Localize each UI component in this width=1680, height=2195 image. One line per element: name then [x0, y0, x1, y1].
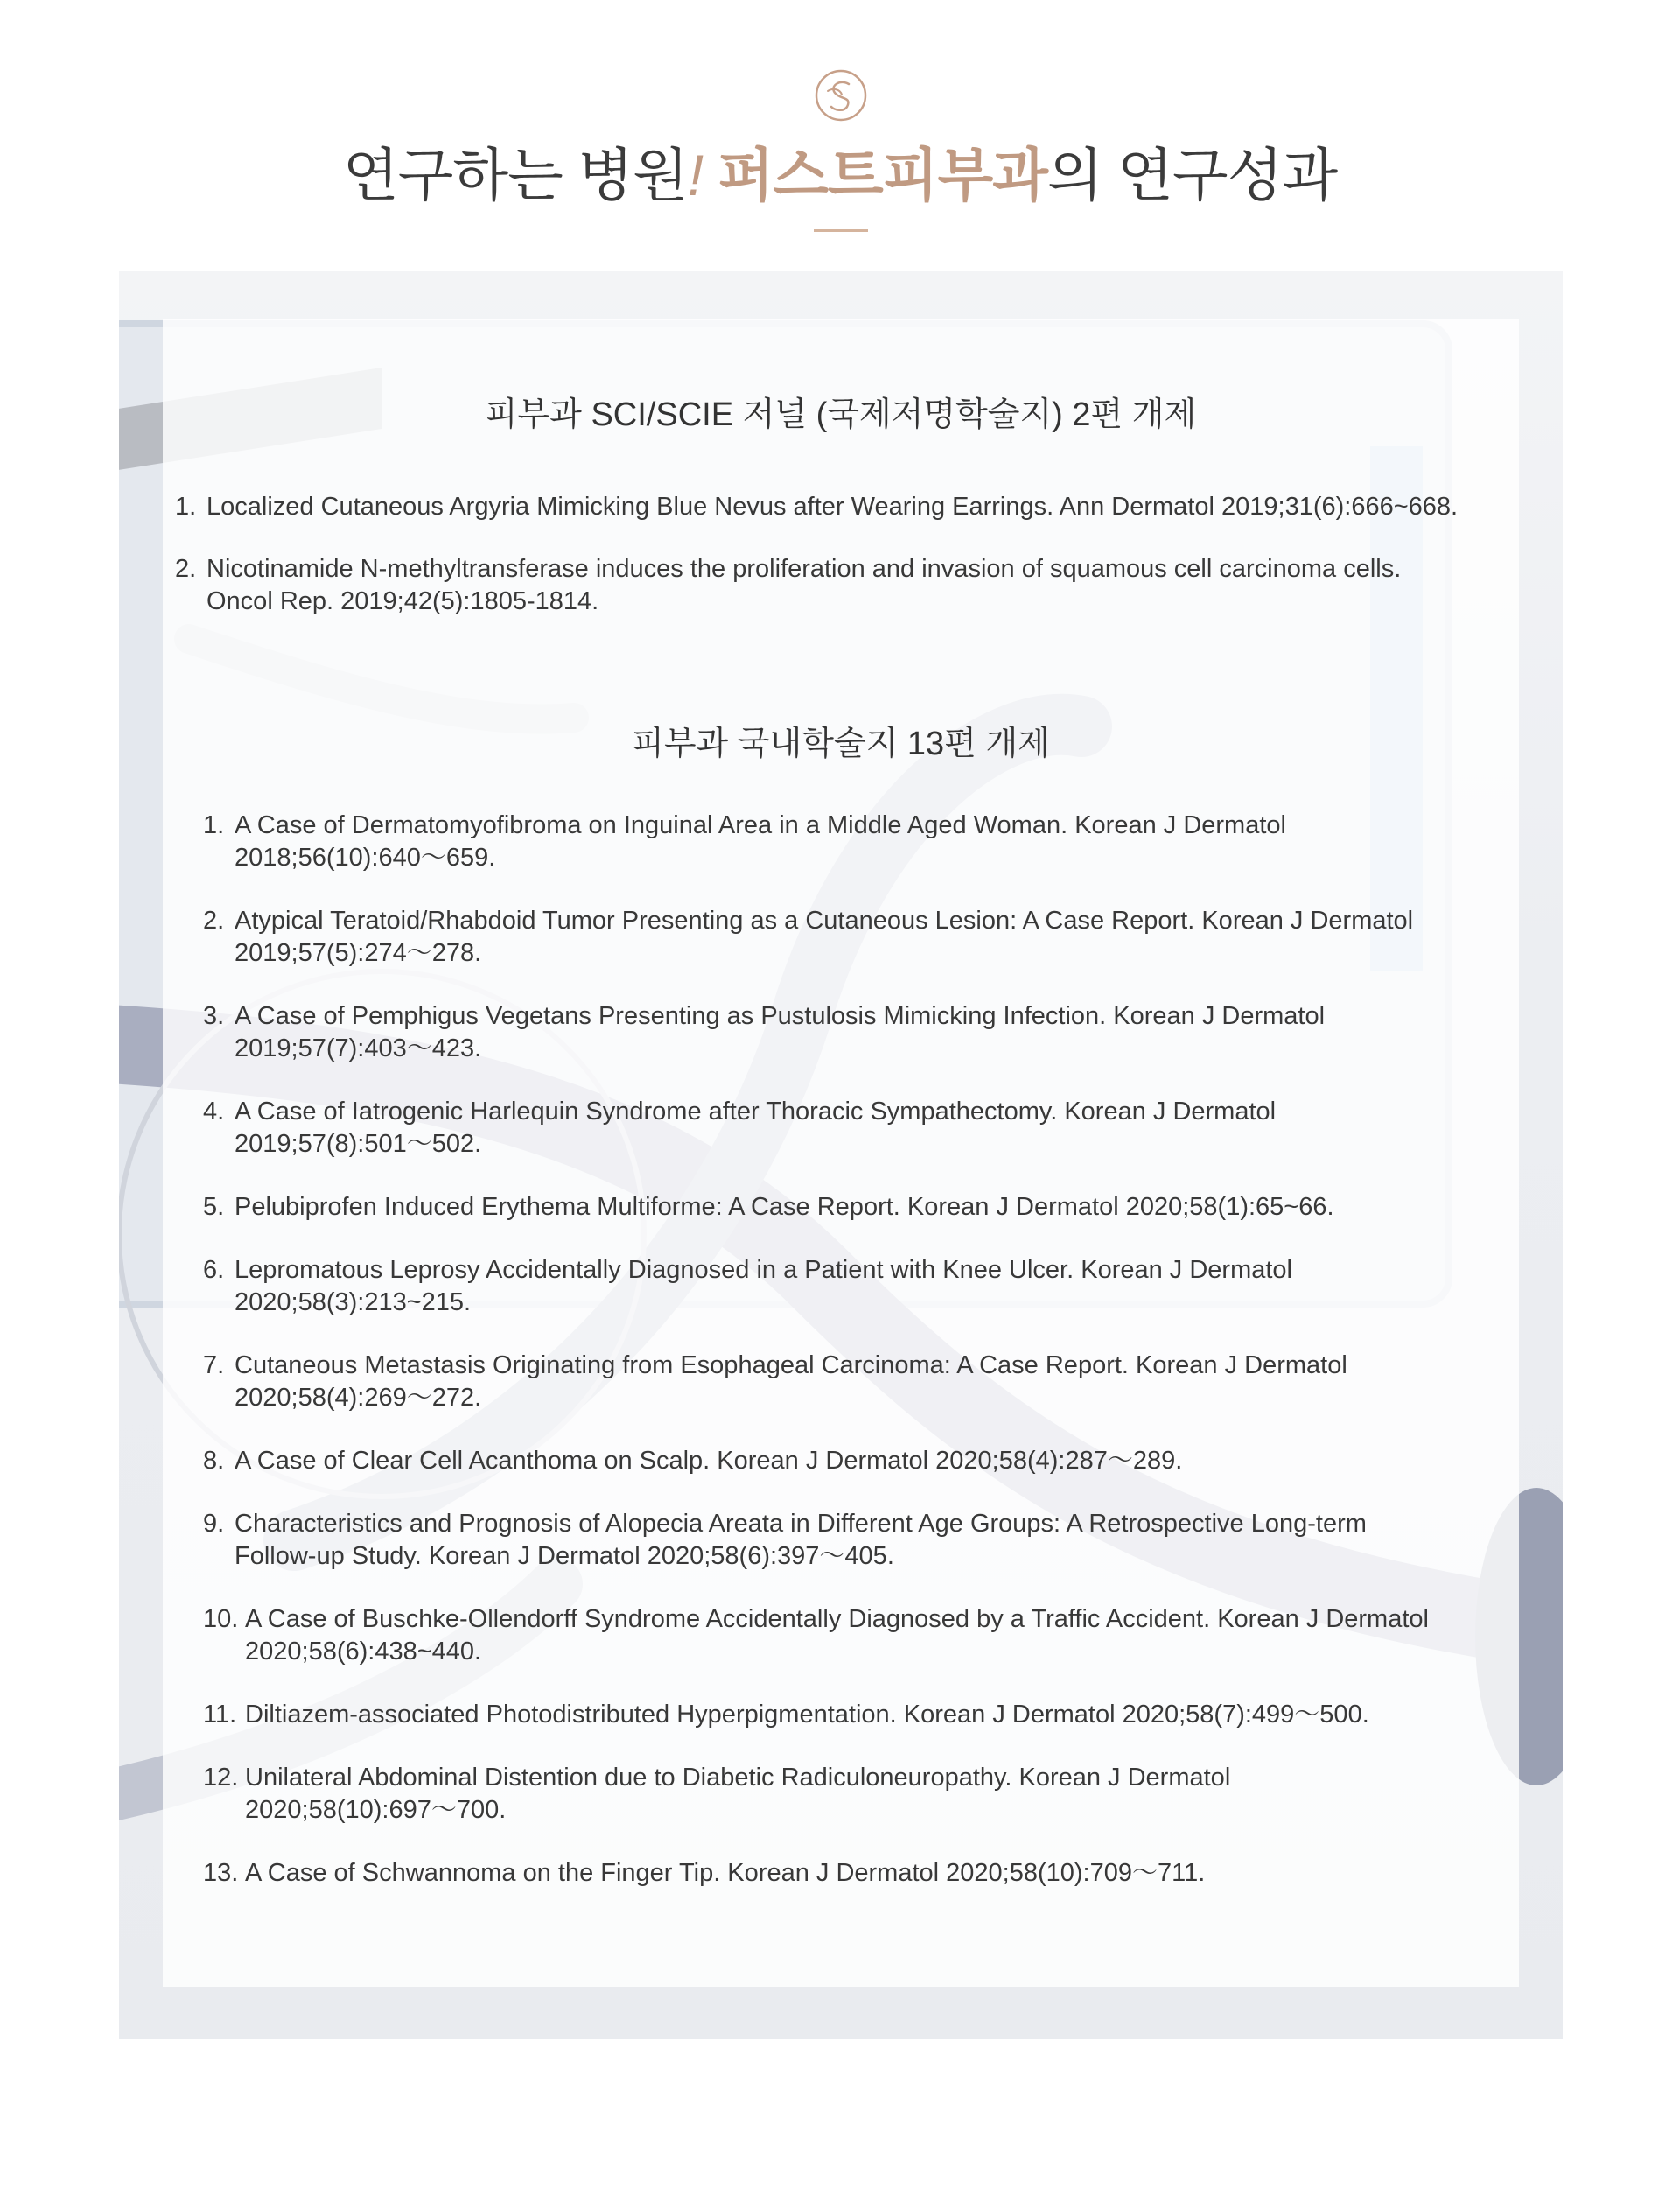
- reference-item: [203, 905, 1507, 970]
- reference-text: Atypical Teratoid/Rhabdoid Tumor Presenting as a Cutaneous Lesion: A Case Report. Korean J Dermatol: [234, 907, 1414, 935]
- reference-number: 13.: [203, 1859, 239, 1887]
- domestic-reference-list: [203, 810, 1507, 1920]
- reference-item: [203, 1096, 1507, 1161]
- reference-item: [203, 1603, 1507, 1668]
- title-part1: 연구하는 병원: [342, 143, 688, 207]
- reference-number: 2.: [175, 555, 197, 583]
- reference-text-continued: 2018;56(10):640～659.: [234, 844, 496, 872]
- reference-text: Localized Cutaneous Argyria Mimicking Blue Nevus after Wearing Earrings. Ann Dermatol 2019;31(6):666~668.: [206, 493, 1459, 521]
- reference-item: [203, 1762, 1507, 1827]
- reference-item: [203, 1508, 1507, 1573]
- reference-item: [203, 1191, 1507, 1224]
- reference-text: A Case of Buschke-Ollendorff Syndrome Accidentally Diagnosed by a Traffic Accident. Korean J Dermatol: [245, 1605, 1429, 1633]
- reference-text: A Case of Clear Cell Acanthoma on Scalp. Korean J Dermatol 2020;58(4):287～289.: [234, 1447, 1183, 1475]
- reference-number: 8.: [203, 1447, 225, 1475]
- domestic-section-heading: 피부과 국내학술지 13편 개제: [632, 726, 1050, 762]
- reference-item: [203, 1000, 1507, 1065]
- reference-text-continued: 2020;58(10):697～700.: [245, 1796, 507, 1824]
- title-part2: 의 연구성과: [1046, 143, 1338, 207]
- reference-number: 4.: [203, 1098, 225, 1126]
- reference-text-continued: Oncol Rep. 2019;42(5):1805-1814.: [206, 587, 599, 615]
- reference-text-continued: 2019;57(5):274～278.: [234, 939, 482, 967]
- reference-text: Nicotinamide N-methyltransferase induces the proliferation and invasion of squamous cell carcinoma cells.: [206, 555, 1402, 583]
- reference-number: 5.: [203, 1193, 225, 1221]
- sci-section-heading: 피부과 SCI/SCIE 저널 (국제저명학술지) 2편 개제: [485, 396, 1197, 433]
- clinic-logo-icon: [814, 68, 868, 123]
- reference-text: A Case of Pemphigus Vegetans Presenting as Pustulosis Mimicking Infection. Korean J Dermatol: [234, 1002, 1326, 1030]
- reference-text-continued: 2020;58(3):213~215.: [234, 1288, 472, 1316]
- reference-text: Cutaneous Metastasis Originating from Esophageal Carcinoma: A Case Report. Korean J Dermatol: [234, 1351, 1348, 1379]
- reference-number: 1.: [175, 493, 197, 521]
- reference-text: Unilateral Abdominal Distention due to Diabetic Radiculoneuropathy. Korean J Dermatol: [245, 1764, 1231, 1792]
- reference-text-continued: 2019;57(8):501～502.: [234, 1130, 482, 1158]
- reference-text-continued: 2020;58(4):269～272.: [234, 1384, 482, 1412]
- reference-text-continued: 2019;57(7):403～423.: [234, 1034, 482, 1062]
- reference-text: A Case of Schwannoma on the Finger Tip. Korean J Dermatol 2020;58(10):709～711.: [245, 1859, 1206, 1887]
- reference-item: [203, 1857, 1507, 1890]
- reference-item: [175, 491, 1505, 523]
- reference-item: [203, 1350, 1507, 1414]
- reference-text: Pelubiprofen Induced Erythema Multiforme: A Case Report. Korean J Dermatol 2020;58(1):65~66.: [234, 1193, 1334, 1221]
- reference-text: A Case of Dermatomyofibroma on Inguinal Area in a Middle Aged Woman. Korean J Dermatol: [234, 811, 1286, 839]
- reference-number: 10.: [203, 1605, 239, 1633]
- reference-number: 1.: [203, 811, 225, 839]
- reference-text: Characteristics and Prognosis of Alopecia Areata in Different Age Groups: A Retrospective Long-term: [234, 1510, 1367, 1538]
- sci-reference-list: [175, 491, 1505, 648]
- reference-item: [203, 1445, 1507, 1477]
- title-clinic-name: 퍼스트피부과: [718, 143, 1047, 207]
- reference-number: 11.: [203, 1701, 237, 1729]
- reference-text-continued: 2020;58(6):438~440.: [245, 1637, 482, 1666]
- reference-number: 3.: [203, 1002, 225, 1030]
- title-divider: [814, 229, 868, 232]
- reference-number: 9.: [203, 1510, 225, 1538]
- reference-number: 12.: [203, 1764, 239, 1792]
- reference-item: [175, 553, 1505, 618]
- reference-item: [203, 1699, 1507, 1731]
- page-title: [0, 140, 1680, 210]
- reference-item: [203, 810, 1507, 874]
- reference-text: A Case of Iatrogenic Harlequin Syndrome after Thoracic Sympathectomy. Korean J Dermatol: [234, 1098, 1277, 1126]
- reference-number: 6.: [203, 1256, 225, 1284]
- title-exclamation: !: [687, 143, 704, 207]
- reference-text: Diltiazem-associated Photodistributed Hyperpigmentation. Korean J Dermatol 2020;58(7):499～500.: [245, 1701, 1369, 1729]
- reference-text: Lepromatous Leprosy Accidentally Diagnosed in a Patient with Knee Ulcer. Korean J Dermatol: [234, 1256, 1292, 1284]
- reference-number: 2.: [203, 907, 225, 935]
- reference-text-continued: Follow-up Study. Korean J Dermatol 2020;58(6):397～405.: [234, 1542, 894, 1570]
- reference-number: 7.: [203, 1351, 225, 1379]
- reference-item: [203, 1254, 1507, 1319]
